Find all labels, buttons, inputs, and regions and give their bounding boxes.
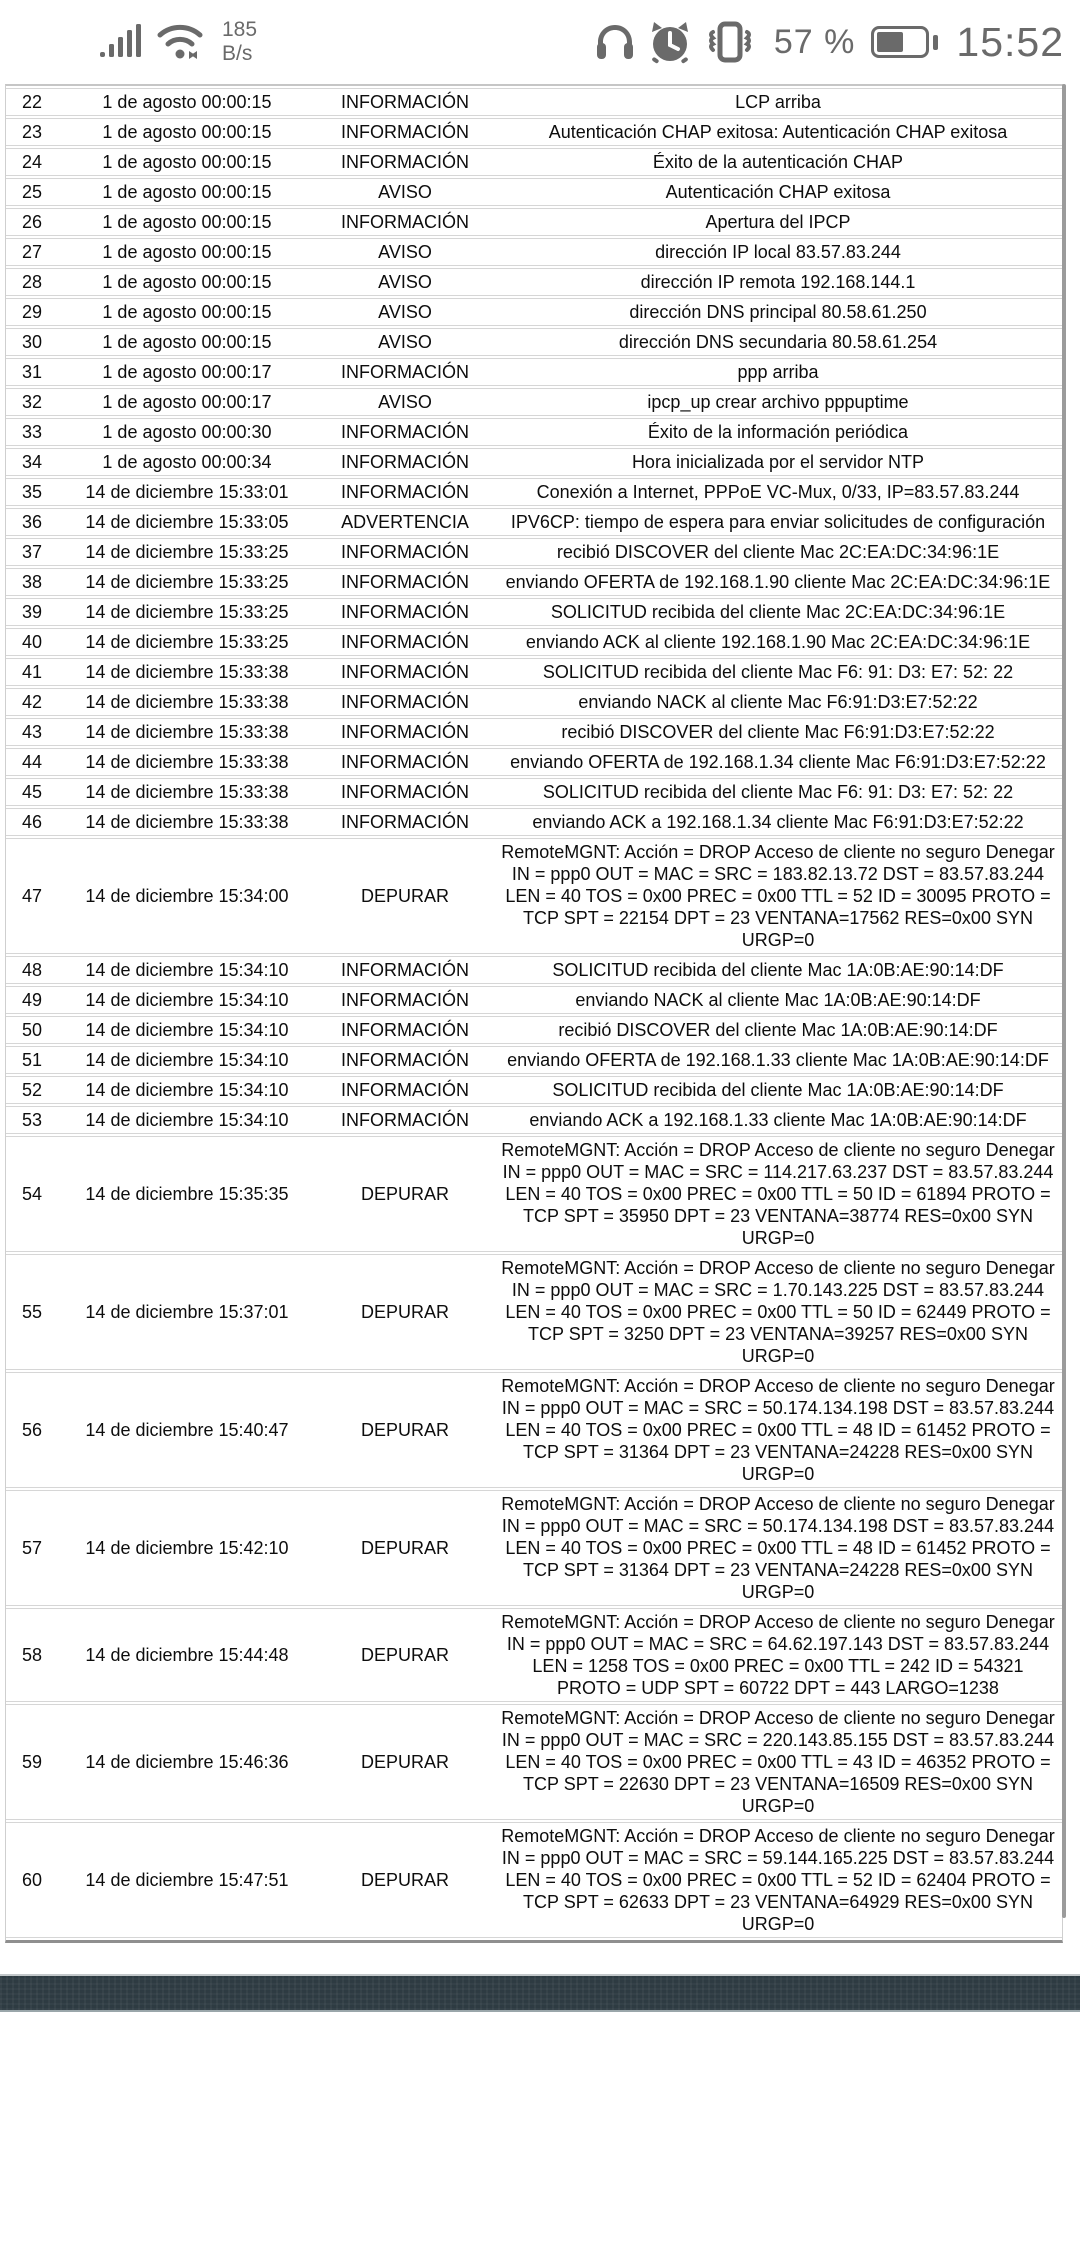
log-row-message: recibió DISCOVER del cliente Mac F6:91:D3:E7:52:22 [494,718,1062,746]
log-row [6,478,1062,506]
log-row [6,1016,1062,1044]
log-row-level: DEPURAR [316,1136,494,1252]
log-row [6,88,1062,116]
log-row-id: 40 [6,628,58,656]
log-row [6,388,1062,416]
log-row [6,568,1062,596]
log-row [6,268,1062,296]
log-row-level: INFORMACIÓN [316,118,494,146]
log-row-id: 43 [6,718,58,746]
log-row-message: dirección IP local 83.57.83.244 [494,238,1062,266]
alarm-icon [648,20,692,64]
log-row-id: 38 [6,568,58,596]
log-row-level: INFORMACIÓN [316,478,494,506]
log-row-date: 14 de diciembre 15:33:01 [58,478,316,506]
log-row-level: INFORMACIÓN [316,358,494,386]
log-row-level: AVISO [316,268,494,296]
log-row-id: 28 [6,268,58,296]
log-row-id: 32 [6,388,58,416]
log-row [6,508,1062,536]
log-row [6,1046,1062,1074]
log-row-level: DEPURAR [316,1254,494,1370]
log-row-date: 14 de diciembre 15:34:10 [58,1106,316,1134]
log-row-level: INFORMACIÓN [316,1016,494,1044]
log-row [6,748,1062,776]
log-row-date: 1 de agosto 00:00:15 [58,148,316,176]
log-row-level: INFORMACIÓN [316,538,494,566]
log-row-id: 34 [6,448,58,476]
log-row [6,1608,1062,1702]
log-row-id: 59 [6,1704,58,1820]
log-row [6,688,1062,716]
log-row-level: INFORMACIÓN [316,808,494,836]
log-row-date: 14 de diciembre 15:33:38 [58,688,316,716]
log-row-date: 14 de diciembre 15:34:10 [58,1016,316,1044]
log-row-date: 1 de agosto 00:00:15 [58,88,316,116]
log-row-id: 46 [6,808,58,836]
log-row [6,1136,1062,1252]
log-row-level: INFORMACIÓN [316,418,494,446]
log-row-date: 1 de agosto 00:00:15 [58,328,316,356]
log-row [6,178,1062,206]
log-row-date: 1 de agosto 00:00:17 [58,358,316,386]
log-row-message: LCP arriba [494,88,1062,116]
log-row-message: RemoteMGNT: Acción = DROP Acceso de cliente no seguro Denegar IN = ppp0 OUT = MAC = SRC = 114.217.63.237 DST = 83.57.83.244 LEN = 40 TOS = 0x00 PREC = 0x00 TTL = 50 ID = 61894 PROTO = TCP SPT = 35950 DPT = 23 VENTANA=38774 RES=0x00 SYN URGP=0 [494,1136,1062,1252]
log-row [6,1490,1062,1606]
log-row-date: 1 de agosto 00:00:30 [58,418,316,446]
log-row-date: 14 de diciembre 15:33:38 [58,808,316,836]
battery-icon [871,26,938,58]
log-row-date: 1 de agosto 00:00:34 [58,448,316,476]
log-row-message: SOLICITUD recibida del cliente Mac 1A:0B:AE:90:14:DF [494,956,1062,984]
log-row-message: IPV6CP: tiempo de espera para enviar solicitudes de configuración [494,508,1062,536]
status-bar [0,0,1080,84]
log-row-id: 31 [6,358,58,386]
log-row-message: SOLICITUD recibida del cliente Mac F6: 91: D3: E7: 52: 22 [494,778,1062,806]
log-row-id: 53 [6,1106,58,1134]
log-row [6,418,1062,446]
log-row-level: DEPURAR [316,1372,494,1488]
log-row-message: dirección DNS principal 80.58.61.250 [494,298,1062,326]
log-row-id: 50 [6,1016,58,1044]
log-row-level: INFORMACIÓN [316,718,494,746]
log-row-message: SOLICITUD recibida del cliente Mac 2C:EA:DC:34:96:1E [494,598,1062,626]
log-row-level: INFORMACIÓN [316,598,494,626]
log-row [6,1076,1062,1104]
log-row-level: AVISO [316,388,494,416]
log-row-id: 57 [6,1490,58,1606]
log-row-id: 29 [6,298,58,326]
log-row-message: enviando OFERTA de 192.168.1.34 cliente Mac F6:91:D3:E7:52:22 [494,748,1062,776]
log-row-date: 1 de agosto 00:00:15 [58,238,316,266]
log-row-message: dirección DNS secundaria 80.58.61.254 [494,328,1062,356]
log-row [6,298,1062,326]
log-row-message: enviando NACK al cliente Mac F6:91:D3:E7:52:22 [494,688,1062,716]
log-row [6,1704,1062,1820]
log-row-message: RemoteMGNT: Acción = DROP Acceso de cliente no seguro Denegar IN = ppp0 OUT = MAC = SRC = 220.143.85.155 DST = 83.57.83.244 LEN = 40 TOS = 0x00 PREC = 0x00 TTL = 43 ID = 46352 PROTO = TCP SPT = 22630 DPT = 23 VENTANA=16509 RES=0x00 SYN URGP=0 [494,1704,1062,1820]
log-row-date: 14 de diciembre 15:33:38 [58,718,316,746]
log-row-message: recibió DISCOVER del cliente Mac 2C:EA:DC:34:96:1E [494,538,1062,566]
log-row-id: 48 [6,956,58,984]
log-row-message: RemoteMGNT: Acción = DROP Acceso de cliente no seguro Denegar IN = ppp0 OUT = MAC = SRC = 183.82.13.72 DST = 83.57.83.244 LEN = 40 TOS = 0x00 PREC = 0x00 TTL = 52 ID = 30095 PROTO = TCP SPT = 22154 DPT = 23 VENTANA=17562 RES=0x00 SYN URGP=0 [494,838,1062,954]
log-row-message: enviando OFERTA de 192.168.1.90 cliente Mac 2C:EA:DC:34:96:1E [494,568,1062,596]
log-row-message: Autenticación CHAP exitosa [494,178,1062,206]
log-row-date: 14 de diciembre 15:33:05 [58,508,316,536]
log-row-date: 14 de diciembre 15:34:10 [58,986,316,1014]
vibrate-icon [704,20,756,64]
log-row-message: SOLICITUD recibida del cliente Mac 1A:0B:AE:90:14:DF [494,1076,1062,1104]
log-row-message: RemoteMGNT: Acción = DROP Acceso de cliente no seguro Denegar IN = ppp0 OUT = MAC = SRC = 64.62.197.143 DST = 83.57.83.244 LEN = 1258 TOS = 0x00 PREC = 0x00 TTL = 242 ID = 54321 PROTO = UDP SPT = 60722 DPT = 443 LARGO=1238 [494,1608,1062,1702]
log-row-message: recibió DISCOVER del cliente Mac 1A:0B:AE:90:14:DF [494,1016,1062,1044]
log-row-level: DEPURAR [316,1608,494,1702]
log-row [6,838,1062,954]
log-row-message: Éxito de la información periódica [494,418,1062,446]
log-row-level: INFORMACIÓN [316,778,494,806]
wifi-icon [156,21,208,63]
log-row-date: 1 de agosto 00:00:15 [58,118,316,146]
log-row-message: RemoteMGNT: Acción = DROP Acceso de cliente no seguro Denegar IN = ppp0 OUT = MAC = SRC = 1.70.143.225 DST = 83.57.83.244 LEN = 40 TOS = 0x00 PREC = 0x00 TTL = 50 ID = 62449 PROTO = TCP SPT = 3250 DPT = 23 VENTANA=39257 RES=0x00 SYN URGP=0 [494,1254,1062,1370]
log-row-date: 14 de diciembre 15:40:47 [58,1372,316,1488]
log-row-id: 26 [6,208,58,236]
clock-time: 15:52 [956,18,1064,65]
log-row [6,986,1062,1014]
log-row-id: 22 [6,88,58,116]
log-row-date: 1 de agosto 00:00:15 [58,268,316,296]
log-row-id: 56 [6,1372,58,1488]
log-row-date: 14 de diciembre 15:34:10 [58,1046,316,1074]
log-row [6,358,1062,386]
log-row-date: 14 de diciembre 15:35:35 [58,1136,316,1252]
network-speed-unit: B/s [222,42,253,65]
log-row-level: DEPURAR [316,1490,494,1606]
log-row-id: 39 [6,598,58,626]
log-row-id: 23 [6,118,58,146]
log-row [6,118,1062,146]
log-row-date: 14 de diciembre 15:42:10 [58,1490,316,1606]
log-row-message: Autenticación CHAP exitosa: Autenticación CHAP exitosa [494,118,1062,146]
log-row-level: DEPURAR [316,838,494,954]
log-row-level: INFORMACIÓN [316,688,494,716]
log-row [6,148,1062,176]
log-row-id: 24 [6,148,58,176]
log-row-id: 36 [6,508,58,536]
log-row-message: Apertura del IPCP [494,208,1062,236]
log-row-id: 37 [6,538,58,566]
log-row-level: INFORMACIÓN [316,148,494,176]
log-row-message: dirección IP remota 192.168.144.1 [494,268,1062,296]
log-row-date: 1 de agosto 00:00:15 [58,208,316,236]
log-row [6,1822,1062,1938]
log-row-level: INFORMACIÓN [316,1106,494,1134]
log-row [6,1372,1062,1488]
log-row-date: 14 de diciembre 15:33:38 [58,658,316,686]
log-row [6,1254,1062,1370]
log-row-message: RemoteMGNT: Acción = DROP Acceso de cliente no seguro Denegar IN = ppp0 OUT = MAC = SRC = 50.174.134.198 DST = 83.57.83.244 LEN = 40 TOS = 0x00 PREC = 0x00 TTL = 48 ID = 61452 PROTO = TCP SPT = 31364 DPT = 23 VENTANA=24228 RES=0x00 SYN URGP=0 [494,1490,1062,1606]
log-row-level: INFORMACIÓN [316,658,494,686]
log-row-id: 52 [6,1076,58,1104]
log-row-date: 14 de diciembre 15:33:25 [58,598,316,626]
log-row-id: 60 [6,1822,58,1938]
log-row-message: Éxito de la autenticación CHAP [494,148,1062,176]
log-row-level: INFORMACIÓN [316,986,494,1014]
log-row-level: INFORMACIÓN [316,88,494,116]
log-row-date: 14 de diciembre 15:37:01 [58,1254,316,1370]
log-row-id: 45 [6,778,58,806]
log-row-level: INFORMACIÓN [316,208,494,236]
log-table-body [6,88,1062,1938]
log-row-message: Hora inicializada por el servidor NTP [494,448,1062,476]
log-row-date: 14 de diciembre 15:34:10 [58,956,316,984]
log-row-id: 33 [6,418,58,446]
log-row-level: INFORMACIÓN [316,1076,494,1104]
log-row-date: 14 de diciembre 15:47:51 [58,1822,316,1938]
cellular-signal-icon [100,24,142,60]
log-row-message: enviando NACK al cliente Mac 1A:0B:AE:90:14:DF [494,986,1062,1014]
log-row [6,658,1062,686]
footer-bar [0,1974,1080,2012]
log-row [6,598,1062,626]
log-row-level: AVISO [316,238,494,266]
log-row [6,538,1062,566]
log-row-level: AVISO [316,298,494,326]
log-row-id: 30 [6,328,58,356]
log-row-level: INFORMACIÓN [316,748,494,776]
log-row-id: 54 [6,1136,58,1252]
log-row-date: 14 de diciembre 15:33:25 [58,538,316,566]
scrollbar[interactable] [1062,84,1066,1918]
log-row-date: 14 de diciembre 15:33:25 [58,628,316,656]
log-table [5,84,1063,1943]
log-row [6,208,1062,236]
log-row-message: Conexión a Internet, PPPoE VC-Mux, 0/33, IP=83.57.83.244 [494,478,1062,506]
log-row-id: 58 [6,1608,58,1702]
log-row-id: 55 [6,1254,58,1370]
log-row-id: 44 [6,748,58,776]
log-row-level: INFORMACIÓN [316,448,494,476]
log-row-id: 25 [6,178,58,206]
log-row [6,808,1062,836]
log-row-id: 47 [6,838,58,954]
log-row-id: 41 [6,658,58,686]
log-row-message: SOLICITUD recibida del cliente Mac F6: 91: D3: E7: 52: 22 [494,658,1062,686]
log-row-message: RemoteMGNT: Acción = DROP Acceso de cliente no seguro Denegar IN = ppp0 OUT = MAC = SRC = 59.144.165.225 DST = 83.57.83.244 LEN = 40 TOS = 0x00 PREC = 0x00 TTL = 52 ID = 62404 PROTO = TCP SPT = 62633 DPT = 23 VENTANA=64929 RES=0x00 SYN URGP=0 [494,1822,1062,1938]
log-row-date: 14 de diciembre 15:33:25 [58,568,316,596]
log-row [6,328,1062,356]
log-row-id: 35 [6,478,58,506]
network-speed-value: 185 [222,18,258,41]
log-row-level: DEPURAR [316,1704,494,1820]
log-row [6,778,1062,806]
log-row [6,628,1062,656]
log-row-message: enviando ACK al cliente 192.168.1.90 Mac 2C:EA:DC:34:96:1E [494,628,1062,656]
log-row [6,238,1062,266]
log-row [6,718,1062,746]
log-row-date: 14 de diciembre 15:33:38 [58,778,316,806]
battery-percent: 57 % [773,22,856,61]
log-row-date: 14 de diciembre 15:44:48 [58,1608,316,1702]
log-row-id: 51 [6,1046,58,1074]
log-row-level: DEPURAR [316,1822,494,1938]
log-row [6,1106,1062,1134]
log-row [6,956,1062,984]
log-row-message: RemoteMGNT: Acción = DROP Acceso de cliente no seguro Denegar IN = ppp0 OUT = MAC = SRC = 50.174.134.198 DST = 83.57.83.244 LEN = 40 TOS = 0x00 PREC = 0x00 TTL = 48 ID = 61452 PROTO = TCP SPT = 31364 DPT = 23 VENTANA=24228 RES=0x00 SYN URGP=0 [494,1372,1062,1488]
log-row-message: enviando OFERTA de 192.168.1.33 cliente Mac 1A:0B:AE:90:14:DF [494,1046,1062,1074]
log-row-date: 14 de diciembre 15:46:36 [58,1704,316,1820]
log-row-id: 42 [6,688,58,716]
log-row-id: 27 [6,238,58,266]
log-row [6,448,1062,476]
log-row-message: ipcp_up crear archivo pppuptime [494,388,1062,416]
log-row-level: INFORMACIÓN [316,628,494,656]
log-row-date: 1 de agosto 00:00:15 [58,298,316,326]
log-row-date: 14 de diciembre 15:33:38 [58,748,316,776]
log-row-date: 1 de agosto 00:00:17 [58,388,316,416]
log-row-id: 49 [6,986,58,1014]
log-row-level: INFORMACIÓN [316,568,494,596]
log-row-level: INFORMACIÓN [316,956,494,984]
headphones-icon [594,21,636,63]
log-row-message: enviando ACK a 192.168.1.34 cliente Mac F6:91:D3:E7:52:22 [494,808,1062,836]
log-row-message: enviando ACK a 192.168.1.33 cliente Mac 1A:0B:AE:90:14:DF [494,1106,1062,1134]
log-row-level: AVISO [316,178,494,206]
log-row-message: ppp arriba [494,358,1062,386]
log-row-level: AVISO [316,328,494,356]
log-row-date: 14 de diciembre 15:34:10 [58,1076,316,1104]
log-row-level: ADVERTENCIA [316,508,494,536]
network-speed [222,18,257,66]
log-row-date: 14 de diciembre 15:34:00 [58,838,316,954]
log-row-level: INFORMACIÓN [316,1046,494,1074]
log-row-date: 1 de agosto 00:00:15 [58,178,316,206]
